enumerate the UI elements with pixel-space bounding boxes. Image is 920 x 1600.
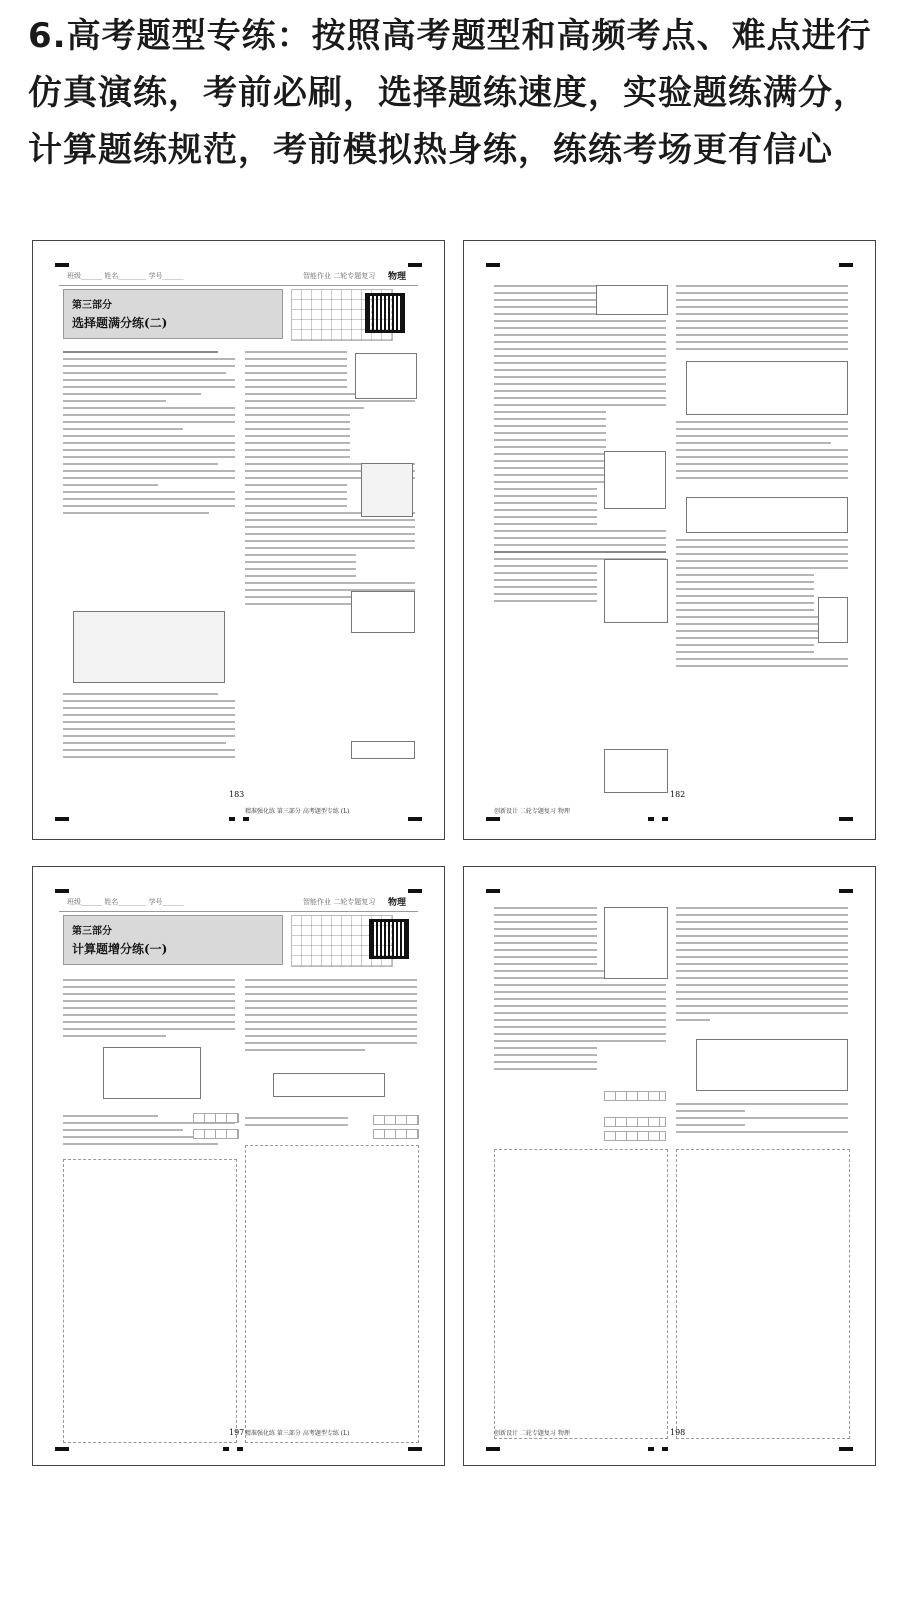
figure-2 <box>355 353 417 399</box>
exam-page-2 <box>463 240 876 840</box>
subject-label: 物理 <box>387 898 406 908</box>
section-banner <box>63 289 283 339</box>
page-footer: 创新设计 二轮专题复习 物理 <box>494 1430 570 1437</box>
corner-mark <box>408 1447 422 1451</box>
answer-area-left <box>494 1149 668 1439</box>
score-cells <box>373 1115 419 1125</box>
corner-mark <box>55 1447 69 1451</box>
qr-code-icon <box>369 919 409 959</box>
corner-mark <box>486 1447 500 1451</box>
corner-mark <box>662 1447 668 1451</box>
answer-area-right <box>676 1149 850 1439</box>
figure-4 <box>696 1039 848 1091</box>
score-cells <box>604 1117 666 1127</box>
corner-mark <box>55 263 69 267</box>
corner-mark <box>55 817 69 821</box>
page-header-series: 智能作业 二轮专题复习 <box>303 272 376 280</box>
figure-3 <box>361 463 413 517</box>
corner-mark <box>839 263 853 267</box>
figure-4 <box>351 591 415 633</box>
corner-mark <box>839 1447 853 1451</box>
page-footer: 创新设计 二轮专题复习 物理 <box>494 808 570 815</box>
corner-mark <box>408 889 422 893</box>
figure-8 <box>604 559 668 623</box>
figure-10 <box>686 361 848 415</box>
page-number: 198 <box>670 1428 686 1437</box>
page-header-fields: 班级______ 姓名________ 学号______ <box>67 898 184 906</box>
section-title: 计算题增分练(一) <box>72 942 168 956</box>
text-column-left <box>63 979 235 1042</box>
exam-page-4 <box>463 866 876 1466</box>
corner-mark <box>237 1447 243 1451</box>
section-banner <box>63 915 283 965</box>
text-column-left-lower <box>63 693 235 763</box>
exam-page-1 <box>32 240 445 840</box>
corner-mark <box>662 817 668 821</box>
header-rule <box>59 911 418 912</box>
text-column-right <box>245 979 417 1056</box>
figure-9 <box>604 749 668 793</box>
corner-mark <box>648 1447 654 1451</box>
corner-mark <box>408 263 422 267</box>
corner-mark <box>648 817 654 821</box>
figure-7 <box>604 451 666 509</box>
figure-2 <box>273 1073 385 1097</box>
section-part: 第三部分 <box>72 300 112 311</box>
corner-mark <box>408 817 422 821</box>
exam-page-3 <box>32 866 445 1466</box>
figure-12 <box>818 597 848 643</box>
qr-code-icon <box>365 293 405 333</box>
figure-3 <box>604 907 668 979</box>
sub-questions-right <box>676 1103 848 1138</box>
score-cells <box>604 1091 666 1101</box>
corner-mark <box>243 817 249 821</box>
corner-mark <box>839 889 853 893</box>
corner-mark <box>55 889 69 893</box>
page-number: 183 <box>229 790 245 799</box>
corner-mark <box>223 1447 229 1451</box>
text-column-right <box>676 907 848 1026</box>
section-part: 第三部分 <box>72 926 112 937</box>
score-cells <box>193 1129 239 1139</box>
figure-11 <box>686 497 848 533</box>
corner-mark <box>229 817 235 821</box>
text-column-right <box>676 285 848 355</box>
page-header-fields: 班级______ 姓名________ 学号______ <box>67 272 184 280</box>
section-title: 选择题满分练(二) <box>72 316 168 330</box>
page-header-series: 智能作业 二轮专题复习 <box>303 898 376 906</box>
score-cells <box>373 1129 419 1139</box>
corner-mark <box>839 817 853 821</box>
figure-6 <box>596 285 668 315</box>
answer-area-right <box>245 1145 419 1443</box>
page-footer: 精准强化练 第三部分 高考题型专练 (L) <box>245 1430 350 1437</box>
text-column-left <box>63 351 235 519</box>
corner-mark <box>486 263 500 267</box>
corner-mark <box>486 817 500 821</box>
figure-5 <box>351 741 415 759</box>
subject-label: 物理 <box>387 272 406 282</box>
figure-1 <box>103 1047 201 1099</box>
figure-1 <box>73 611 225 683</box>
text-column-right-middle <box>676 421 848 484</box>
answer-area-left <box>63 1159 237 1443</box>
page-footer: 精准强化练 第三部分 高考题型专练 (L) <box>245 808 350 815</box>
corner-mark <box>486 889 500 893</box>
header-rule <box>59 285 418 286</box>
score-cells <box>604 1131 666 1141</box>
headline: 6.高考题型专练：按照高考题型和高频考点、难点进行仿真演练，考前必刷，选择题练速度，实验题练满分，计算题练规范，考前模拟热身练，练练考场更有信心 <box>28 16 872 170</box>
page-number: 182 <box>670 790 686 799</box>
score-cells <box>193 1113 239 1123</box>
page-number: 197 <box>229 1428 245 1437</box>
